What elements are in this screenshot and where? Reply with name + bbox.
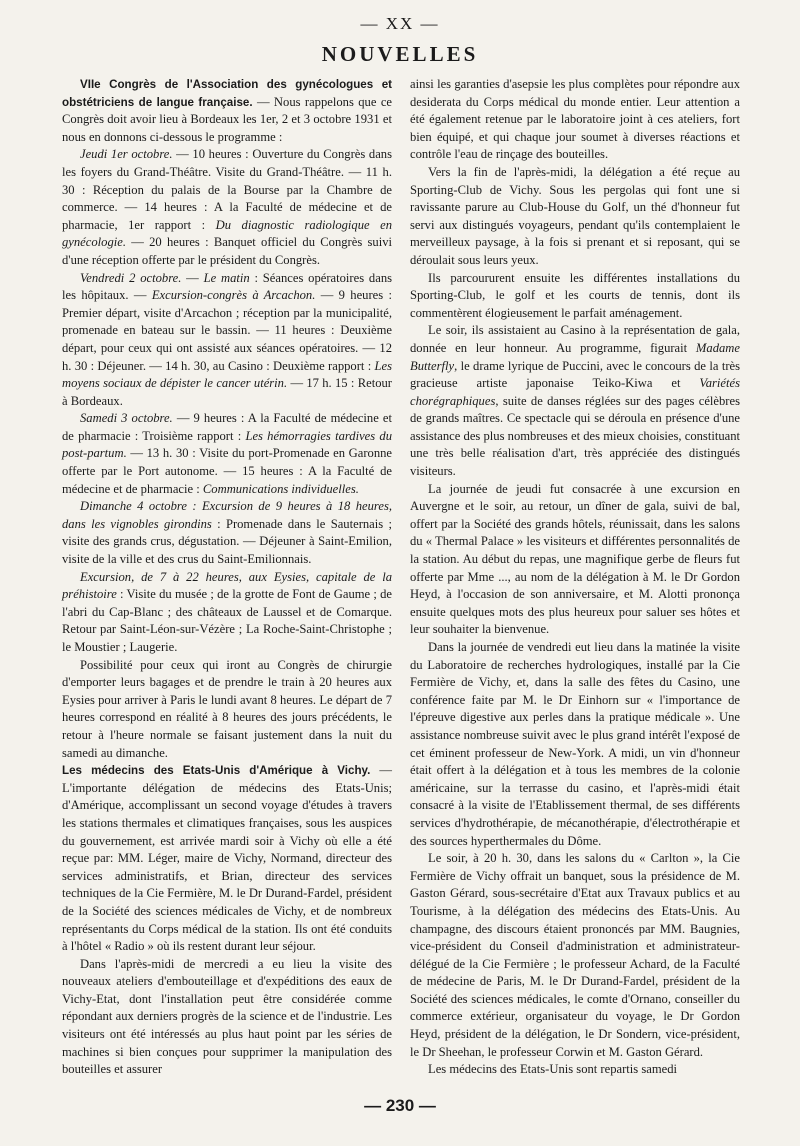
paragraph: Dans la journée de vendredi eut lieu dans la matinée la visite du Laboratoire de recherches hydrologiques, installé par la Cie Fermière de Vichy, et, dans la salle des fêtes du Casino, une conférence faite par M. le Dr Einhorn sur « l'importance de l'épreuve digestive aux perles dans la pratique médicale ». Une assistance nombreuse suivit avec le plus grand intérêt l'exposé de cet éminent professeur de New-York. A midi, un vin d'honneur était offert à la délégation et à tous les membres de la colonie américaine, sur la terrasse du casino, et l'après-midi était consacré à la visite de l'Etablissement thermal, de ses différents services d'hydrothérapie, de mécanothérapie, d'électrothérapie et des sources hyperthermales du Dôme.	[410, 640, 740, 848]
paragraph: Possibilité pour ceux qui iront au Congrès de chirurgie d'emporter leurs bagages et de prendre le train à 20 heures aux Eysies pour arriver à Paris le lundi avant 8 heures. Le départ de 7 heures correspond en réalité à 8 heures des jours précédents, le retour à l'heure normale se faisant justement dans la nuit du samedi au dimanche.	[62, 657, 392, 760]
paragraph: Dans l'après-midi de mercredi a eu lieu la visite des nouveaux ateliers d'embouteillage et d'expéditions des eaux de Vichy-Etat, dont l'installation peut être considérée comme répondant aux derniers progrès de la science et de l'industrie. Les visiteurs ont été intéressés au plus haut point par les séries de machines si bien conçues pour supprimer la manipulation des bouteilles et assurer	[62, 956, 392, 1077]
paragraph: Les médecins des Etats-Unis sont repartis samedi	[428, 1062, 678, 1077]
paragraph: Samedi 3 octobre. — 9 heures : A la Faculté de médecine et de pharmacie : Troisième rapport : Les hémorragies tardives du post-partum. — 13 h. 30 : Visite du port-Promenade en Garonne offerte par le Port autonome. — 15 heures : A la Faculté de médecine et de pharmacie : Communications individuelles.	[62, 411, 392, 496]
paragraph: Vers la fin de l'après-midi, la délégation a été reçue au Sporting-Club de Vichy. Sous les pergolas qui font une si ravissante parure au Club-House du Golf, un thé d'honneur fut servi aux distingués voyageurs, pendant qu'ils contemplaient le merveilleux paysage, à la fois si prenant et si reposant, qui se déroulait sous leurs yeux.	[410, 164, 740, 267]
article-heading: Les médecins des Etats-Unis d'Amérique à Vichy.	[62, 764, 371, 778]
paragraph: Excursion, de 7 à 22 heures, aux Eysies, capitale de la préhistoire : Visite du musée ; de la grotte de Font de Gaume ; de l'abri du Cap-Blanc ; des châteaux de Laussel et de Comarque. Retour par Saint-Léon-sur-Vézère ; La Roche-Saint-Christophe ; le Moustier ; Laugerie.	[62, 569, 392, 654]
folio: — XX —	[360, 14, 440, 33]
right-column	[410, 76, 740, 1079]
paragraph: VIIe Congrès de l'Association des gynécologues et obstétriciens de langue française. — Nous rappelons que ce Congrès doit avoir lieu à Bordeaux les 1er, 2 et 3 octobre 1931 et nous en donnons ci-dessous le programme :	[62, 78, 392, 144]
paragraph: Le soir, ils assistaient au Casino à la représentation de gala, donnée en leur honneur. Au programme, figurait Madame Butterfly, le drame lyrique de Puccini, avec le concours de la très gracieuse artiste japonaise Teiko-Kiwa et Variétés chorégraphiques, suite de danses réglées sur des pages célèbres de grands maîtres. Ce spectacle qui se déroula en présence d'une assistance des plus nombreuses et des mieux choisies, constituant une très belle réalisation d'art, très appréciée des distingués visiteurs.	[410, 323, 740, 479]
excursion-heading: Excursion, de 7 à 22 heures, aux Eysies, capitale de la préhistoire	[62, 569, 392, 602]
program-day: Vendredi 2 octobre.	[80, 270, 182, 285]
program-day: Dimanche 4 octobre : Excursion de 9 heures à 18 heures, dans les vignobles girondins	[62, 499, 392, 531]
program-day: Samedi 3 octobre.	[80, 411, 173, 426]
paragraph: La journée de jeudi fut consacrée à une excursion en Auvergne et le soir, au retour, un dîner de gala, suivi de bal, offert par la Société des grands hôtels, réunissait, dans les salons du « Thermal Palace » les visiteurs et différentes personnalités de la station. Au début du repas, une magnifique gerbe de fleurs fut offerte par Mme ..., au nom de la délégation à M. le Dr Gordon Heyd, à l'occasion de son anniversaire, et M. Alotti prononça ensuite quelques mots des plus heureux pour saluer ses hôtes et leur souhaiter la bienvenue.	[410, 481, 740, 637]
article-heading: VIIe Congrès de l'Association des gynécologues et obstétriciens de langue française.	[62, 78, 392, 109]
program-day: Jeudi 1er octobre.	[80, 147, 173, 162]
paragraph: Les médecins des Etats-Unis d'Amérique à Vichy. — L'importante délégation de médecins des Etats-Unis; d'Amérique, accomplissant un second voyage d'études à travers les stations thermales et climatiques françaises, sous les auspices du gouvernement, est arrivée mardi soir à Vichy où elle a été reçue par: MM. Léger, maire de Vichy, Normand, directeur des services administratifs, et Brian, directeur des services techniques de la Cie Fermière, M. le Dr Durand-Fardel, président de la Société des sciences médicales de Vichy, et de nombreux représentants du Corps médical de la station. Ils ont été conduits à l'hôtel « Radio » où ils restent durant leur séjour.	[62, 763, 392, 954]
paragraph: Le soir, à 20 h. 30, dans les salons du « Carlton », la Cie Fermière de Vichy offrait un banquet, sous la présidence de M. Gaston Gérard, sous-secrétaire d'Etat aux Travaux publics et au Tourisme, à la délégation des médecins des Etats-Unis. Au champagne, des discours étaient prononcés par MM. Baugnies, vice-président du Conseil d'administration et administrateur-délégué de la Cie Fermière ; le professeur Achard, de la Faculté de médecine de Paris, M. le Dr Durand-Fardel, président de la Société des sciences médicales, le comte d'Ornano, conseiller du commerce extérieur, organisateur du voyage, le Dr Gordon Heyd, président de la délégation, le Dr Sondern, vice-président, le Dr Sheehan, le professeur Corwin et M. Gaston Gérard.	[410, 851, 740, 1059]
paragraph: Dimanche 4 octobre : Excursion de 9 heures à 18 heures, dans les vignobles girondins : Promenade dans le Sauternais ; visite des grands crus, dégustation. — Déjeuner à Saint-Emilion, visite de la ville et des crus du Saint-Emilionnais.	[62, 499, 392, 567]
section-title: NOUVELLES	[321, 42, 479, 66]
paragraph: ainsi les garanties d'asepsie les plus complètes pour répondre aux desiderata du Corps médical du monde entier. Leur attention a été également retenue par le laboratoire joint à ces ateliers, fort bien équipé, et qui chaque jour soumet à diverses réactions et contrôle l'eau de rinçage des bouteilles.	[410, 77, 740, 162]
paragraph: Vendredi 2 octobre. — Le matin : Séances opératoires dans les hôpitaux. — Excursion-congrès à Arcachon. — 9 heures : Premier départ, visite d'Arcachon ; réception par la municipalité, promenade en bateau sur le bassin. — 11 heures : Deuxième départ, pour ceux qui ont assisté aux séances opératoires. — 12 h. 30 : Déjeuner. — 14 h. 30, au Casino : Deuxième rapport : Les moyens sociaux de dépister le cancer utérin. — 17 h. 15 : Retour à Bordeaux.	[62, 270, 393, 408]
paragraph: Ils parcoururent ensuite les différentes installations du Sporting-Club, le golf et les courts de tennis, dont ils commentèrent élogieusement le parfait aménagement.	[410, 270, 740, 320]
paragraph: Jeudi 1er octobre. — 10 heures : Ouverture du Congrès dans les foyers du Grand-Théâtre. Visite du Grand-Théâtre. — 11 h. 30 : Réception du palais de la Bourse par la Chambre de commerce. — 14 heures : A la Faculté de médecine et de pharmacie, 1er rapport : Du diagnostic radiologique en gynécologie. — 20 heures : Banquet officiel du Congrès suivi d'une réception offerte par le président du Congrès.	[62, 147, 392, 267]
page-number: — 230 —	[364, 1096, 436, 1115]
left-column	[62, 76, 392, 1079]
